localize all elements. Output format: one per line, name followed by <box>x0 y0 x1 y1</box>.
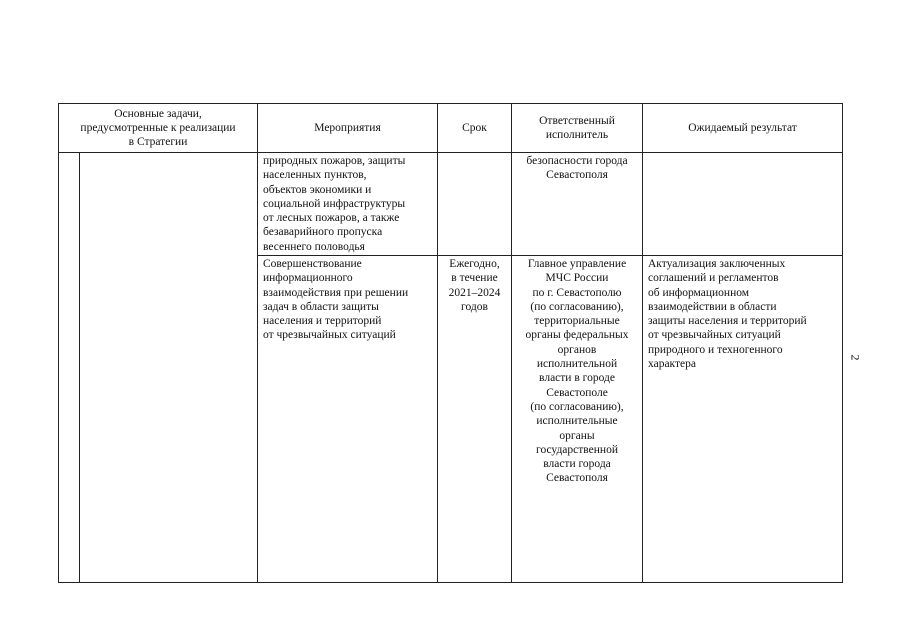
cell-line: Ежегодно, <box>449 258 500 270</box>
cell-line: информационного <box>263 272 353 285</box>
cell-line: органы федеральных <box>525 329 629 342</box>
cell-line: по г. Севастополю <box>532 286 622 299</box>
table-row <box>59 153 843 256</box>
term-cell <box>438 256 512 583</box>
responsible-cell <box>512 153 643 256</box>
task-cell <box>59 153 258 583</box>
header-measures <box>258 104 438 153</box>
cell-line: безопасности города <box>526 155 628 167</box>
page-number: 2 <box>848 354 863 361</box>
cell-line: взаимодействия при решении <box>263 286 409 299</box>
header-responsible-line: исполнитель <box>545 129 609 141</box>
result-cell <box>643 256 843 583</box>
cell-line: от лесных пожаров, а также <box>263 212 400 225</box>
header-tasks-line: в Стратегии <box>128 136 188 149</box>
measures-table <box>58 103 843 583</box>
cell-line: от чрезвычайных ситуаций <box>263 329 396 342</box>
cell-line: объектов экономики и <box>263 183 372 196</box>
cell-line: МЧС России <box>545 272 609 285</box>
task-subcolumn <box>59 153 80 582</box>
cell-line: весеннего половодья <box>263 240 365 253</box>
cell-line: 2021–2024 <box>448 286 501 299</box>
cell-line: взаимодействии в области <box>648 300 777 313</box>
cell-line: (по согласованию), <box>530 400 624 413</box>
header-term <box>438 104 512 153</box>
cell-line: (по согласованию), <box>530 300 624 313</box>
result-cell <box>643 153 843 256</box>
header-term-label: Срок <box>462 121 487 134</box>
cell-line: Севастополе <box>546 386 608 399</box>
cell-line: в течение <box>451 272 498 285</box>
table-header-row <box>59 104 843 153</box>
cell-line: природного и техногенного <box>648 343 783 356</box>
header-responsible <box>512 104 643 153</box>
cell-line: Актуализация заключенных <box>648 258 786 270</box>
cell-line: соглашений и регламентов <box>648 272 779 285</box>
cell-line: органов <box>557 343 597 356</box>
header-tasks-line: Основные задачи, <box>114 107 202 120</box>
cell-line: безаварийного пропуска <box>263 226 383 239</box>
term-cell <box>438 153 512 256</box>
header-measures-label: Мероприятия <box>314 121 381 134</box>
measure-cell <box>258 256 438 583</box>
cell-line: задач в области защиты <box>263 300 379 313</box>
cell-line: годов <box>461 300 488 313</box>
cell-line: характера <box>648 358 696 371</box>
header-responsible-line: Ответственный <box>539 114 615 127</box>
header-tasks <box>59 104 258 153</box>
cell-line: природных пожаров, защиты <box>263 155 406 167</box>
cell-line: органы <box>559 429 595 442</box>
responsible-cell <box>512 256 643 583</box>
cell-line: об информационном <box>648 286 750 299</box>
cell-line: Севастополя <box>546 472 608 485</box>
cell-line: исполнительной <box>536 358 618 371</box>
cell-line: власти города <box>543 458 611 471</box>
cell-line: социальной инфраструктуры <box>263 197 406 210</box>
cell-line: власти в городе <box>539 372 615 385</box>
cell-line: от чрезвычайных ситуаций <box>648 329 781 342</box>
cell-line: защиты населения и территорий <box>648 315 807 328</box>
cell-line: Главное управление <box>527 258 627 270</box>
cell-line: населенных пунктов, <box>263 169 367 182</box>
header-tasks-line: предусмотренные к реализации <box>80 121 236 134</box>
header-result <box>643 104 843 153</box>
measure-cell <box>258 153 438 256</box>
cell-line: Совершенствование <box>263 258 362 270</box>
cell-line: населения и территорий <box>263 315 382 328</box>
cell-line: государственной <box>536 443 618 456</box>
header-result-label: Ожидаемый результат <box>688 121 797 134</box>
cell-line: исполнительные <box>536 415 618 428</box>
cell-line: Севастополя <box>546 169 608 182</box>
cell-line: территориальные <box>534 315 620 328</box>
